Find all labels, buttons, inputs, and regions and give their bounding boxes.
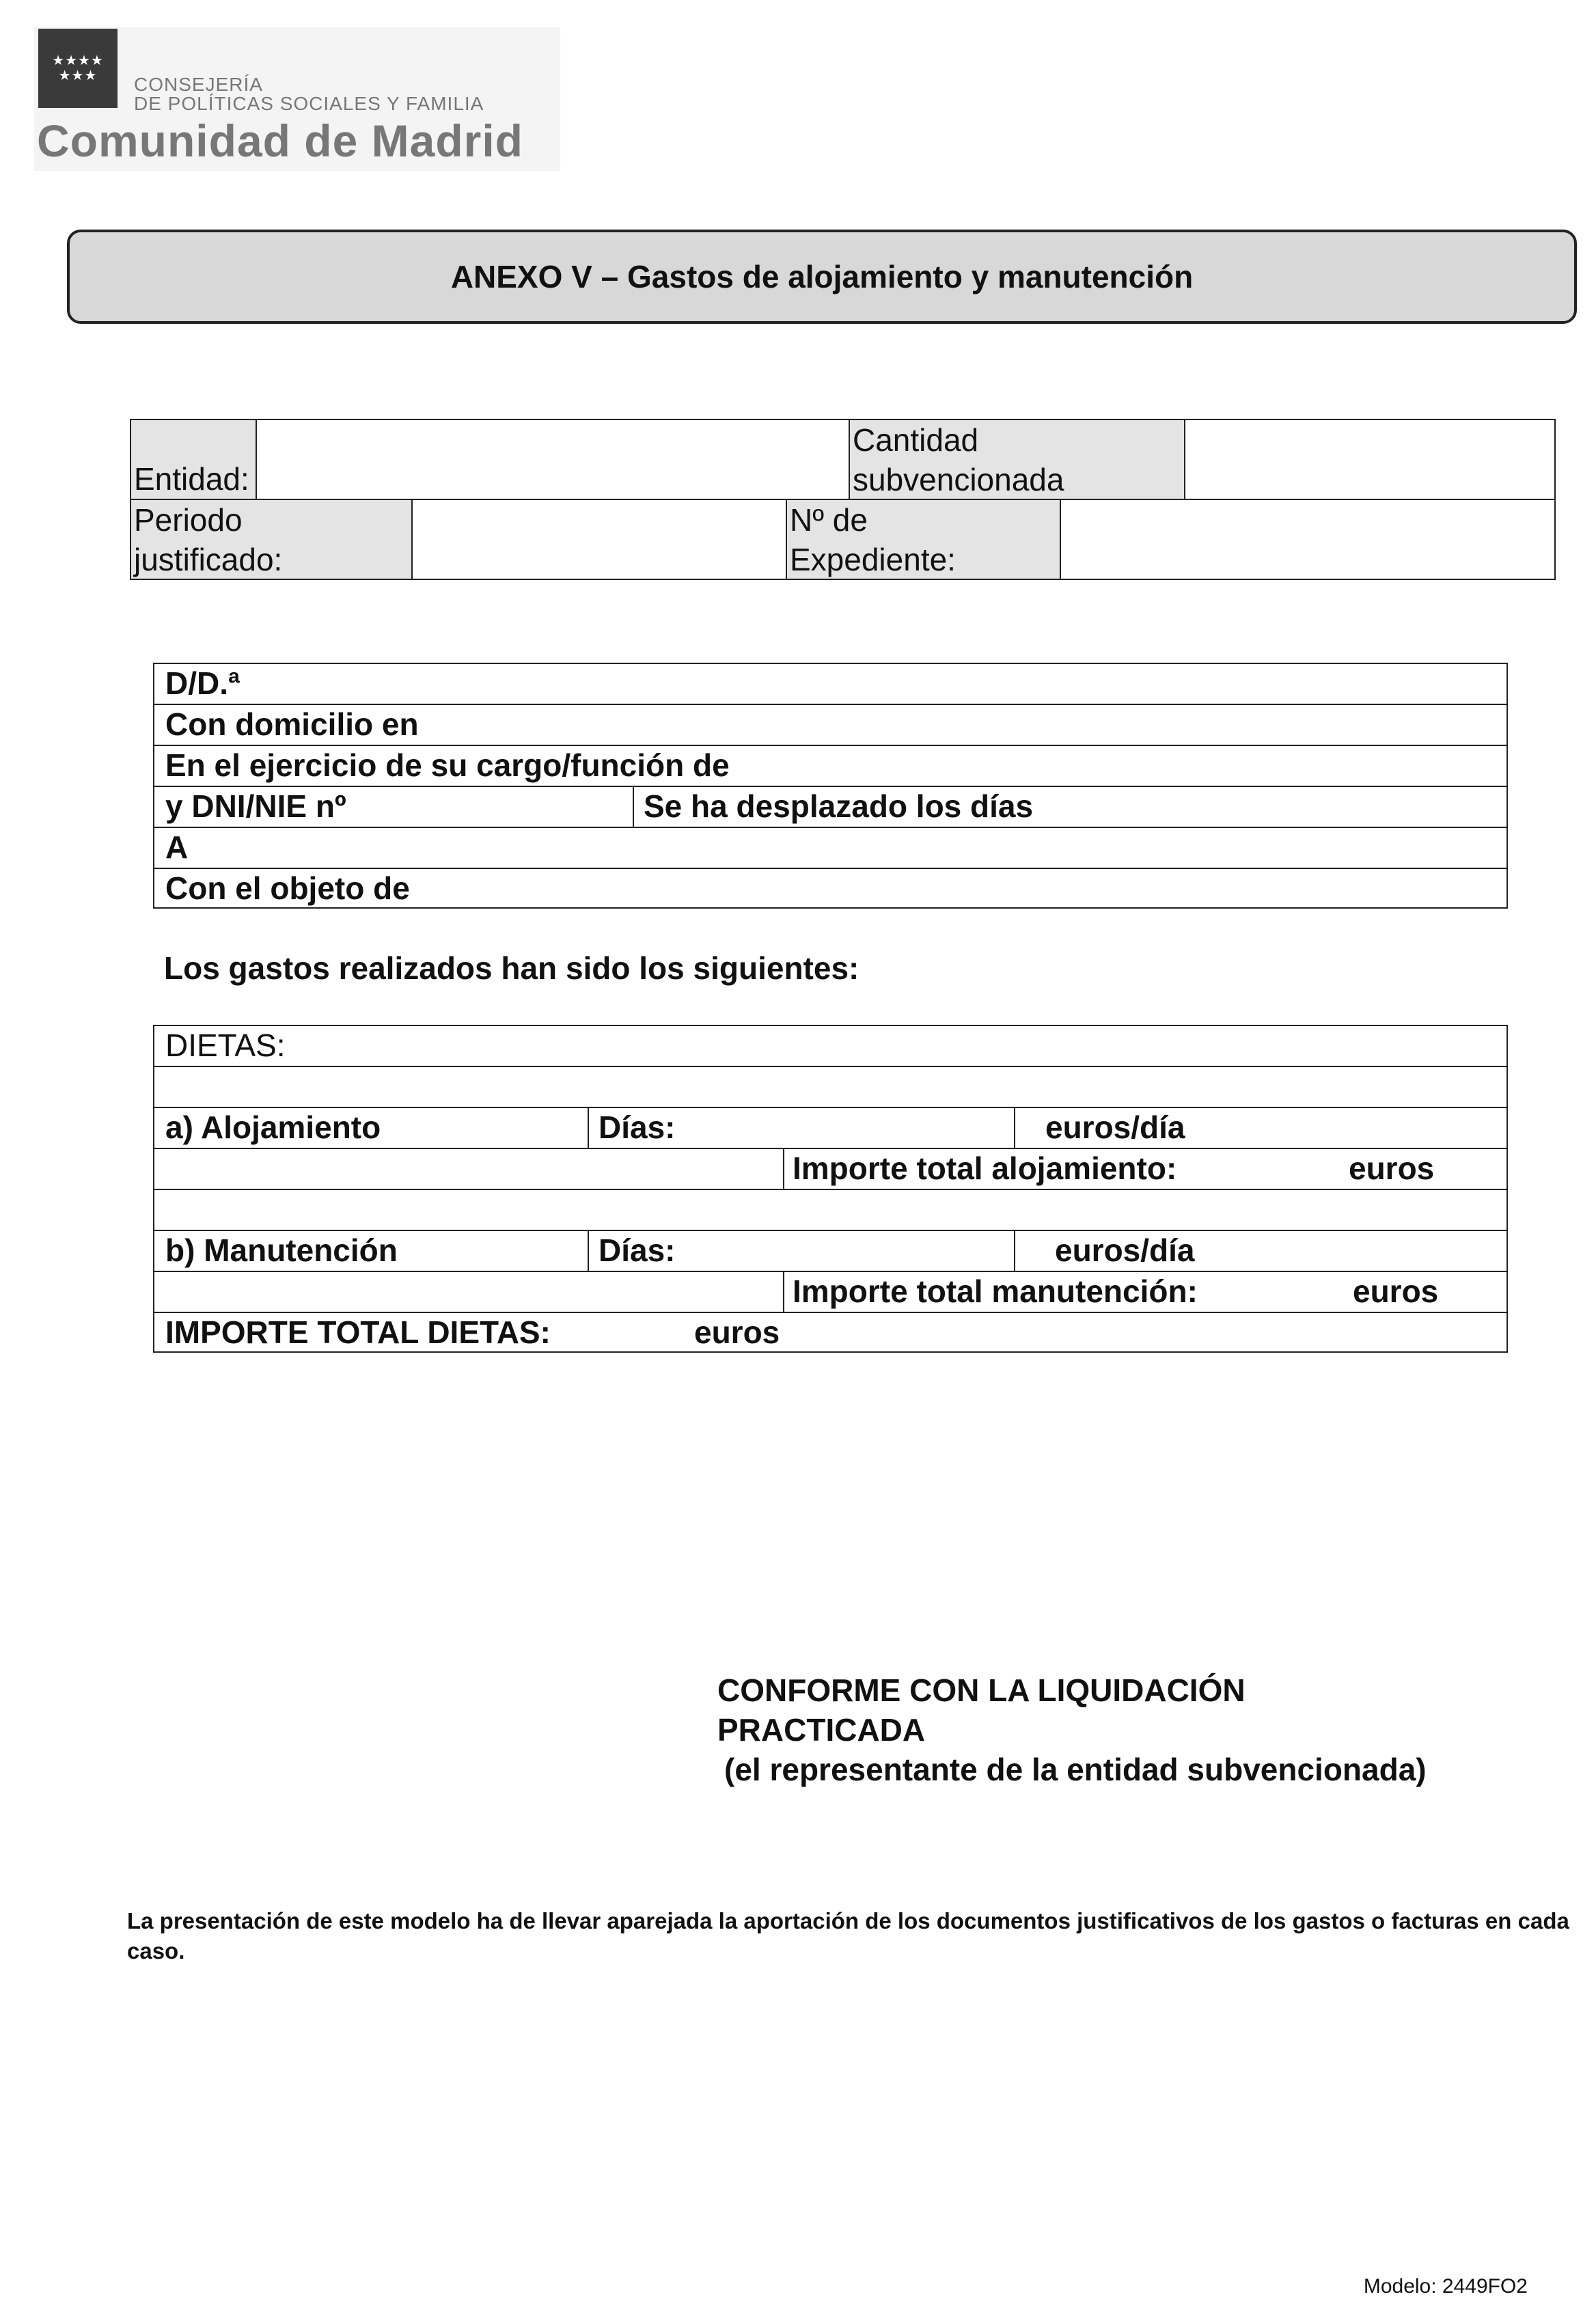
logo-department: DE POLÍTICAS SOCIALES Y FAMILIA: [134, 93, 484, 114]
manutencion-label: b) Manutención: [165, 1232, 398, 1268]
cargo-row[interactable]: En el ejercicio de su cargo/función de: [153, 745, 1508, 786]
importe-total-dietas-euros: euros: [694, 1314, 780, 1350]
importe-alojamiento-row[interactable]: [153, 1148, 1508, 1189]
manutencion-dias-label: Días:: [598, 1232, 676, 1268]
objeto-row[interactable]: Con el objeto de: [153, 868, 1508, 909]
dietas-header-row: DIETAS:: [153, 1025, 1508, 1066]
footnote: La presentación de este modelo ha de llevar aparejada la aportación de los documentos justificativos de los gastos o facturas en cada caso.: [127, 1908, 1569, 1964]
logo-name: Comunidad de Madrid: [37, 115, 523, 166]
logo-consejeria: CONSEJERÍA: [134, 74, 263, 95]
cantidad-label: Cantidad subvencionada: [849, 419, 1185, 500]
conforme-line3: (el representante de la entidad subvencionada): [724, 1752, 1427, 1787]
periodo-field[interactable]: [411, 499, 787, 580]
importe-manutencion-euros: euros: [1353, 1273, 1439, 1309]
logo: [34, 27, 560, 171]
expediente-label: Nº de Expediente:: [786, 499, 1061, 580]
alojamiento-euros-dia: euros/día: [1045, 1110, 1185, 1145]
conforme-line1: CONFORME CON LA LIQUIDACIÓN: [717, 1672, 1246, 1708]
title-banner: [67, 230, 1577, 324]
dni-label: y DNI/NIE nº: [165, 788, 346, 824]
domicilio-row[interactable]: Con domicilio en: [153, 704, 1508, 745]
importe-alojamiento-label: Importe total alojamiento:: [793, 1150, 1177, 1186]
alojamiento-dias-label: Días:: [598, 1110, 676, 1145]
dni-row[interactable]: [153, 786, 1508, 827]
stars-icon: ★★★★ ★★★: [52, 53, 104, 83]
conforme-line2: PRACTICADA: [717, 1712, 926, 1748]
periodo-label: Periodo justificado:: [130, 499, 413, 580]
entidad-field[interactable]: [256, 419, 850, 500]
expediente-field[interactable]: [1060, 499, 1556, 580]
importe-total-dietas-row[interactable]: [153, 1312, 1508, 1353]
desplazado-label: Se ha desplazado los días: [644, 788, 1034, 824]
dietas-blank-row-2: [153, 1189, 1508, 1230]
page-title: ANEXO V – Gastos de alojamiento y manutención: [450, 259, 1194, 294]
importe-manutencion-row[interactable]: [153, 1271, 1508, 1312]
logo-flag: [38, 29, 118, 108]
entidad-label: Entidad:: [130, 419, 257, 500]
importe-total-dietas-label: IMPORTE TOTAL DIETAS:: [165, 1314, 551, 1350]
cantidad-field[interactable]: [1184, 419, 1556, 500]
importe-alojamiento-euros: euros: [1349, 1150, 1435, 1186]
alojamiento-row[interactable]: [153, 1107, 1508, 1148]
destino-row[interactable]: A: [153, 827, 1508, 868]
manutencion-euros-dia: euros/día: [1055, 1232, 1195, 1268]
dietas-blank-row: [153, 1066, 1508, 1107]
gastos-heading: Los gastos realizados han sido los siguientes:: [164, 950, 859, 986]
importe-manutencion-label: Importe total manutención:: [793, 1273, 1198, 1309]
modelo-code: Modelo: 2449FO2: [1363, 2275, 1528, 2298]
manutencion-row[interactable]: [153, 1230, 1508, 1271]
dd-row[interactable]: D/D.ª: [153, 663, 1508, 704]
conforme-block: [717, 1670, 1427, 1789]
alojamiento-label: a) Alojamiento: [165, 1110, 381, 1145]
